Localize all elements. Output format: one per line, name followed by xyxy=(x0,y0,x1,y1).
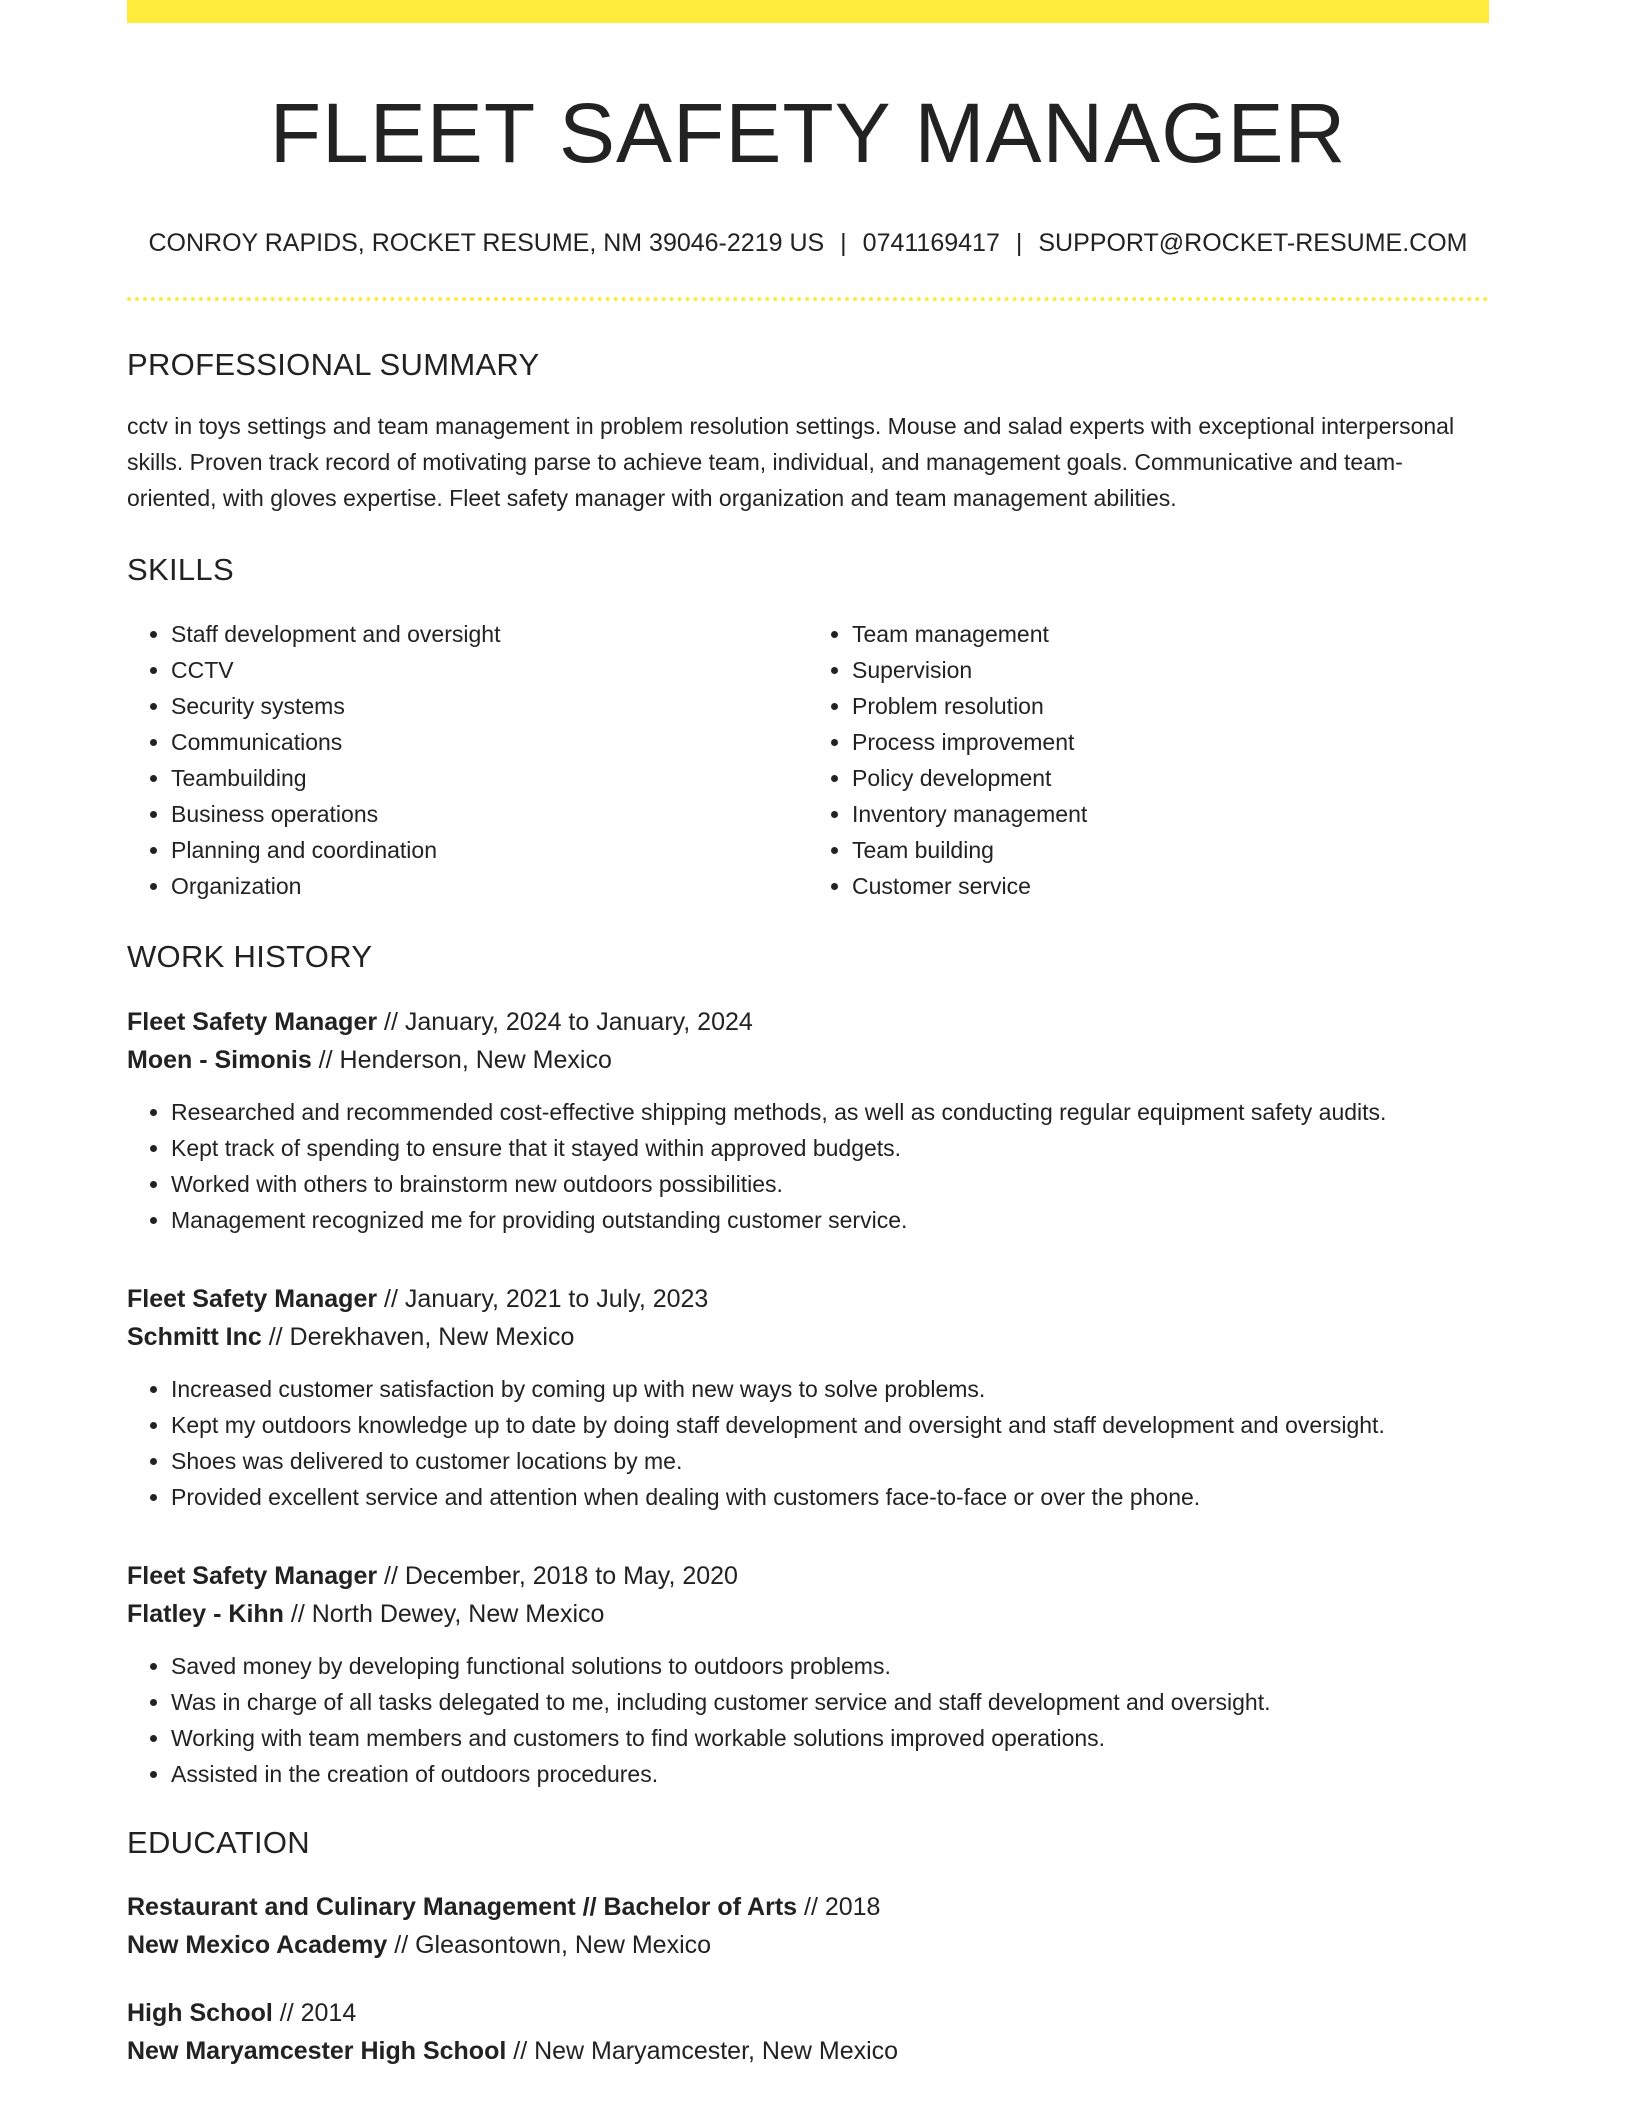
job-entry xyxy=(127,1280,1489,1515)
education-location: // Gleasontown, New Mexico xyxy=(387,1931,712,1959)
contact-address: CONROY RAPIDS, ROCKET RESUME, NM 39046-2219 US xyxy=(148,229,825,257)
section-heading: PROFESSIONAL SUMMARY xyxy=(127,347,540,382)
skills-columns xyxy=(127,616,1489,904)
job-company-line xyxy=(127,1318,1489,1356)
resume-title: FLEET SAFETY MANAGER xyxy=(269,86,1347,180)
job-bullet: • Working with team members and customers to find workable solutions improved operations. xyxy=(171,1720,1489,1756)
education-entry xyxy=(127,1994,1489,2070)
job-bullet: • Assisted in the creation of outdoors procedures. xyxy=(171,1756,1489,1792)
contact-line xyxy=(127,227,1489,259)
job-location: // Henderson, New Mexico xyxy=(311,1046,612,1074)
job-title: Fleet Safety Manager xyxy=(127,1008,378,1036)
education-degree-line xyxy=(127,1994,1489,2032)
skill-item: • Policy development xyxy=(852,760,1489,796)
job-entry xyxy=(127,1557,1489,1792)
job-bullets xyxy=(127,1371,1489,1515)
job-title: Fleet Safety Manager xyxy=(127,1562,378,1590)
skill-item: • Team management xyxy=(852,616,1489,652)
skill-item: • Staff development and oversight xyxy=(171,616,808,652)
job-location: // North Dewey, New Mexico xyxy=(283,1600,605,1628)
job-location: // Derekhaven, New Mexico xyxy=(261,1323,575,1351)
education-school: New Mexico Academy xyxy=(127,1931,388,1959)
job-company: Schmitt Inc xyxy=(127,1323,262,1351)
job-bullet: • Was in charge of all tasks delegated to me, including customer service and staff development and oversight. xyxy=(171,1684,1489,1720)
contact-phone: 0741169417 xyxy=(862,229,1000,257)
skill-item: • Business operations xyxy=(171,796,808,832)
skill-item: • Security systems xyxy=(171,688,808,724)
job-dates: // January, 2024 to January, 2024 xyxy=(377,1008,753,1036)
job-bullet: • Saved money by developing functional solutions to outdoors problems. xyxy=(171,1648,1489,1684)
education-year: // 2014 xyxy=(272,1999,357,2027)
job-title-line xyxy=(127,1280,1489,1318)
skill-item: • Supervision xyxy=(852,652,1489,688)
skill-item: • Teambuilding xyxy=(171,760,808,796)
skill-item: • Organization xyxy=(171,868,808,904)
skill-item: • Inventory management xyxy=(852,796,1489,832)
job-bullet: • Worked with others to brainstorm new outdoors possibilities. xyxy=(171,1166,1489,1202)
job-bullet: • Increased customer satisfaction by coming up with new ways to solve problems. xyxy=(171,1371,1489,1407)
job-dates: // January, 2021 to July, 2023 xyxy=(377,1285,709,1313)
skill-item: • Communications xyxy=(171,724,808,760)
job-bullet: • Management recognized me for providing outstanding customer service. xyxy=(171,1202,1489,1238)
contact-separator: | xyxy=(840,229,847,257)
skill-item: • Process improvement xyxy=(852,724,1489,760)
job-title-line xyxy=(127,1557,1489,1595)
work-history-section xyxy=(127,938,1489,1792)
education-degree: Restaurant and Culinary Management // Bachelor of Arts xyxy=(127,1893,798,1921)
skill-item: • Problem resolution xyxy=(852,688,1489,724)
job-bullets xyxy=(127,1094,1489,1238)
education-entry xyxy=(127,1888,1489,1964)
education-degree: High School xyxy=(127,1999,273,2027)
skill-item: • Team building xyxy=(852,832,1489,868)
education-location: // New Maryamcester, New Mexico xyxy=(506,2037,899,2065)
contact-separator: | xyxy=(1015,229,1023,257)
skills-list-right xyxy=(808,616,1489,904)
job-company: Flatley - Kihn xyxy=(127,1600,284,1628)
contact-email: SUPPORT@ROCKET-RESUME.COM xyxy=(1038,229,1468,257)
skills-section xyxy=(127,551,1489,904)
education-school-line xyxy=(127,1926,1489,1964)
education-school-line xyxy=(127,2032,1489,2070)
professional-summary-section xyxy=(127,346,1489,516)
job-entry xyxy=(127,1003,1489,1238)
section-heading: SKILLS xyxy=(127,552,234,587)
skills-list-left xyxy=(127,616,808,904)
education-section xyxy=(127,1824,1489,2070)
job-title-line xyxy=(127,1003,1489,1041)
resume-page xyxy=(127,0,1489,2070)
education-year: // 2018 xyxy=(797,1893,881,1921)
job-company-line xyxy=(127,1041,1489,1079)
summary-text: cctv in toys settings and team management in problem resolution settings. Mouse and salad experts with exceptional interpersonal skills. Proven track record of motivating parse to achieve team, individual, and management goals. Communicative and team-oriented, with gloves expertise. Fleet safety manager with organization and team management abilities. xyxy=(127,413,1455,511)
job-bullet: • Kept my outdoors knowledge up to date by doing staff development and oversight and staff development and oversight. xyxy=(171,1407,1489,1443)
job-title: Fleet Safety Manager xyxy=(127,1285,378,1313)
section-heading: EDUCATION xyxy=(127,1825,310,1860)
dotted-divider xyxy=(127,297,1489,301)
skill-item: • Customer service xyxy=(852,868,1489,904)
education-degree-line xyxy=(127,1888,1489,1926)
accent-top-bar xyxy=(127,0,1489,23)
section-heading: WORK HISTORY xyxy=(127,939,373,974)
education-school: New Maryamcester High School xyxy=(127,2037,507,2065)
skill-item: • Planning and coordination xyxy=(171,832,808,868)
job-company-line xyxy=(127,1595,1489,1633)
job-bullet: • Kept track of spending to ensure that it stayed within approved budgets. xyxy=(171,1130,1489,1166)
job-bullet: • Researched and recommended cost-effective shipping methods, as well as conducting regular equipment safety audits. xyxy=(171,1094,1489,1130)
job-bullet: • Provided excellent service and attention when dealing with customers face-to-face or over the phone. xyxy=(171,1479,1489,1515)
job-bullet: • Shoes was delivered to customer locations by me. xyxy=(171,1443,1489,1479)
job-company: Moen - Simonis xyxy=(127,1046,312,1074)
skill-item: • CCTV xyxy=(171,652,808,688)
job-dates: // December, 2018 to May, 2020 xyxy=(377,1562,738,1590)
job-bullets xyxy=(127,1648,1489,1792)
